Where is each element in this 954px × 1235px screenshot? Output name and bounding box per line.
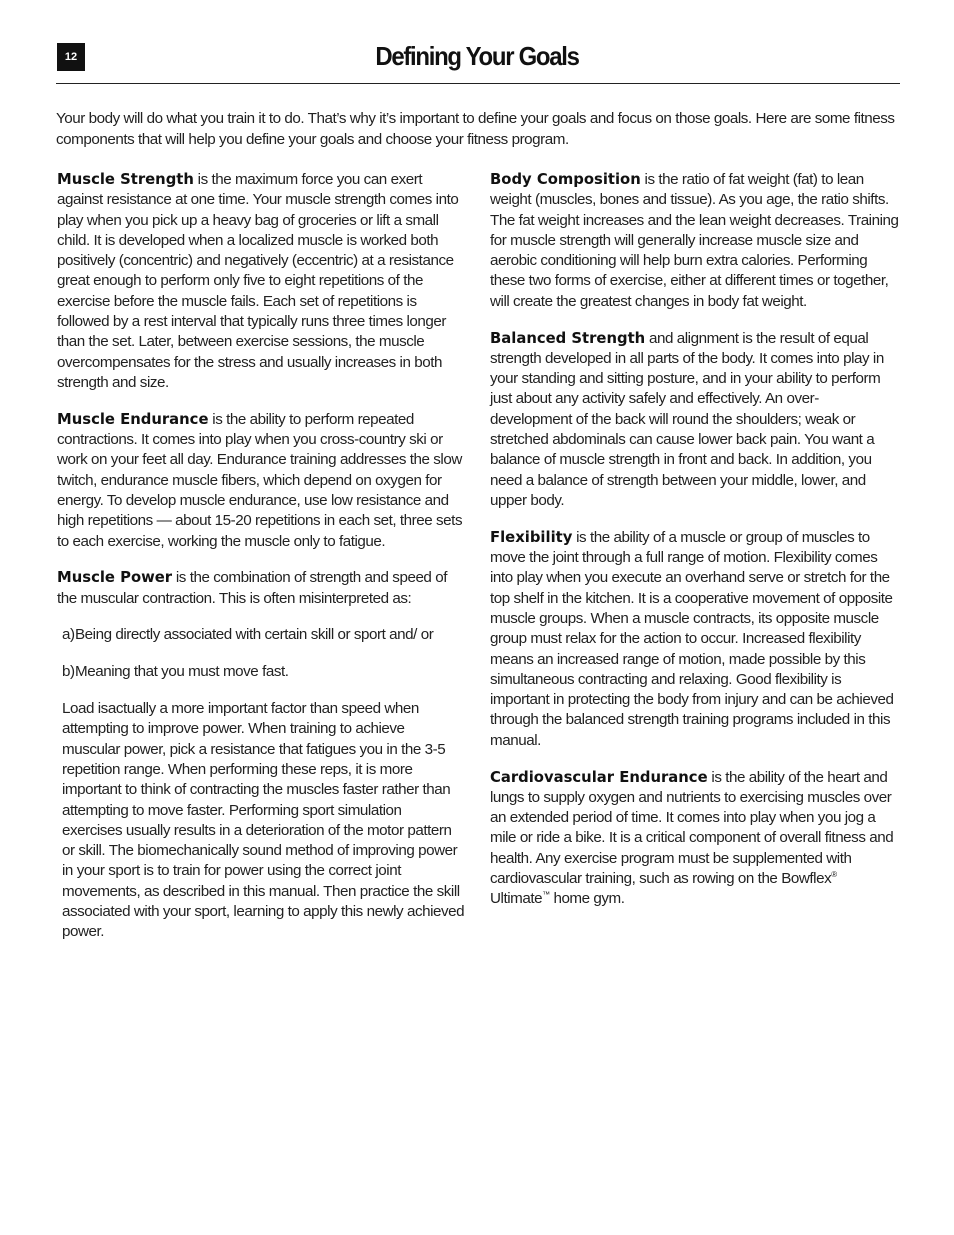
flexibility-text: is the ability of a muscle or group of muscles to move the joint through a full range of motion. Flexibility comes into play when you execute an overhand serve or stretch for the top shelf in the kitchen. It is a cooperative movement of opposite muscle groups. When a muscle contracts, its opposite muscle group must relax for the action to occur. Increased flexibility means an increased range of motion, made possible by this simultaneous contracting and relaxing. Good flexibility is important in protecting the body from injury and can be achieved through the balanced strength training programs included in this manual.	[490, 528, 894, 749]
cardiovascular-endurance-paragraph	[490, 768, 900, 910]
list-item-text: Being directly associated with certain skill or sport and/ or	[75, 626, 434, 644]
balanced-strength-term: Balanced Strength	[490, 329, 646, 347]
body-composition-text: is the ratio of fat weight (fat) to lean weight (muscles, bones and tissue). As you age, the ratio shifts. The fat weight increases and the lean weight decreases. Training for muscle strength will generally increase muscle size and aerobic conditioning will help burn extra calories. Performing these two forms of exercise, either at different times or together, will create the greatest changes in body fat weight.	[490, 171, 899, 310]
intro-paragraph: Your body will do what you train it to do. That’s why it’s important to define your goals and focus on those goals. Here are some fitness components that will help you define your goals and choose your fitness program.	[56, 110, 895, 148]
load-paragraph: Load isactually a more important factor than speed when attempting to improve power. When training to achieve muscular power, pick a resistance that fatigues you in the 3-5 repetition range. When performing these reps, it is more important to think of contracting the muscles faster rather than attempting to move faster. Performing sport simulation exercises usually results in a deterioration of the motor pattern or skill. The biomechanically sound method of improving power in your sport is to train for power using the correct joint movements, as described in this manual. Then practice the skill associated with your sport, learning to apply this newly achieved power.	[62, 700, 465, 941]
balanced-strength-paragraph	[490, 329, 900, 512]
muscle-strength-text: is the maximum force you can exert against resistance at one time. Your muscle strength comes into play when you pick up a heavy bag of groceries or lift a small child. It is developed when a localized muscle is worked both positively (concentric) and negatively (eccentric) at a resistance great enough to perform only five to eight repetitions of the exercise before the muscle fails. Each set of repetitions is followed by a rest interval that typically runs three times longer than the set. Later, between exercise sessions, the muscle overcompensates for the stress and usually increases in both strength and size.	[57, 171, 459, 391]
flexibility-term: Flexibility	[490, 528, 573, 546]
trademark-mark: ™	[542, 890, 550, 900]
list-marker: a)	[62, 626, 75, 644]
right-column	[490, 170, 900, 926]
list-marker: b)	[62, 663, 75, 681]
page-number: 12	[57, 43, 85, 71]
muscle-strength-paragraph	[57, 170, 465, 393]
muscle-power-paragraph	[57, 568, 465, 609]
muscle-endurance-term: Muscle Endurance	[57, 410, 209, 428]
list-item-text: Meaning that you must move fast.	[75, 663, 289, 681]
flexibility-paragraph	[490, 528, 900, 751]
product-name-text: Ultimate	[490, 890, 543, 908]
cardiovascular-endurance-text: is the ability of the heart and lungs to supply oxygen and nutrients to exercising muscles over an extended period of time. It comes into play when you jog a mile or ride a bike. It is a critical component of overall fitness and health. Any exercise program must be supplemented with cardiovascular training, such as rowing on the Bowflex	[490, 768, 894, 887]
balanced-strength-text: and alignment is the result of equal strength developed in all parts of the body. It comes into play in your standing and sitting posture, and in your ability to perform just about any activity safely and effectively. An over-development of the back will round the shoulders; weak or stretched abdominals can cause lower back pain. You want a balance of muscle strength in front and back. In addition, you need a balance of strength between your middle, lower, and upper body.	[490, 329, 884, 509]
muscle-strength-term: Muscle Strength	[57, 171, 194, 188]
title-divider	[56, 83, 900, 84]
list-item	[57, 625, 465, 645]
cardiovascular-endurance-closing-text: home gym.	[549, 890, 625, 908]
muscle-endurance-paragraph	[57, 410, 465, 552]
muscle-power-text: is the combination of strength and speed of the muscular contraction. This is often misinterpreted as:	[57, 569, 447, 607]
body-composition-paragraph	[490, 170, 900, 312]
muscle-endurance-text: is the ability to perform repeated contractions. It comes into play when you cross-country ski or work on your feet all day. Endurance training addresses the slow twitch, endurance muscle fibers, which depend on oxygen for energy. To develop muscle endurance, use low resistance and high repetitions — about 15-20 repetitions in each set, three sets to each exercise, working the muscle only to fatigue.	[57, 410, 463, 550]
list-item	[57, 662, 465, 682]
registered-mark: ®	[831, 869, 837, 879]
body-composition-term: Body Composition	[490, 171, 641, 188]
left-column	[57, 170, 465, 959]
cardiovascular-endurance-term: Cardiovascular Endurance	[490, 768, 708, 786]
page-title: Defining Your Goals	[375, 41, 579, 71]
muscle-power-term: Muscle Power	[57, 569, 173, 587]
